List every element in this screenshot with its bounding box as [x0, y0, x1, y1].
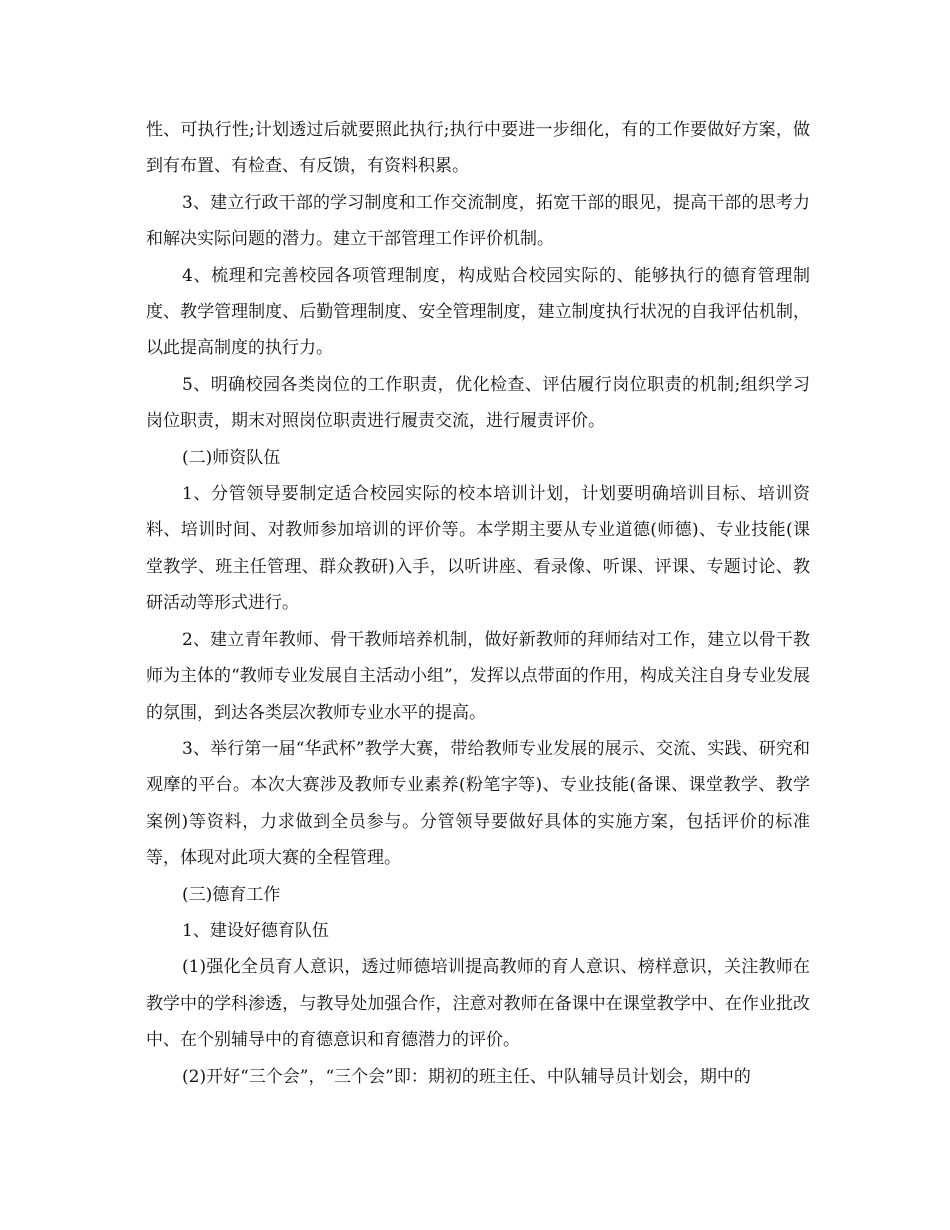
paragraph-job-duties: 5、明确校园各类岗位的工作职责，优化检查、评估履行岗位职责的机制;组织学习岗位职责，期末对照岗位职责进行履责交流，进行履责评价。	[146, 374, 810, 432]
section-heading-moral-education: (三)德育工作	[182, 884, 281, 905]
paragraph-all-staff-education: (1)强化全员育人意识，透过师德培训提高教师的育人意识、榜样意识，关注教师在教学中的学科渗透，与教导处加强合作，注意对教师在备课中在课堂教学中、在作业批改中、在个别辅导中的育德意识和育德潜力的评价。	[146, 957, 810, 1051]
section-heading-teaching-staff: (二)师资队伍	[182, 447, 281, 468]
paragraph-training-plan: 1、分管领导要制定适合校园实际的校本培训计划，计划要明确培训目标、培训资料、培训时间、对教师参加培训的评价等。本学期主要从专业道德(师德)、专业技能(课堂教学、班主任管理、群众教研)入手，以听讲座、看录像、听课、评课、专题讨论、教研活动等形式进行。	[146, 484, 810, 614]
paragraph-management-systems: 4、梳理和完善校园各项管理制度，构成贴合校园实际的、能够执行的德育管理制度、教学管理制度、后勤管理制度、安全管理制度，建立制度执行状况的自我评估机制，以此提高制度的执行力。	[146, 265, 810, 359]
paragraph-continuation: 性、可执行性;计划透过后就要照此执行;执行中要进一步细化，有的工作要做好方案，做到有布置、有检查、有反馈，有资料积累。	[146, 120, 810, 177]
paragraph-teaching-contest: 3、举行第一届“华武杯”教学大赛，带给教师专业发展的展示、交流、实践、研究和观摩的平台。本次大赛涉及教师专业素养(粉笔字等)、专业技能(备课、课堂教学、教学案例)等资料，力求做到全员参与。分管领导要做好具体的实施方案，包括评价的标准等，体现对此项大赛的全程管理。	[146, 738, 810, 869]
paragraph-admin-study-system: 3、建立行政干部的学习制度和工作交流制度，拓宽干部的眼见，提高干部的思考力和解决实际问题的潜力。建立干部管理工作评价机制。	[146, 192, 810, 250]
subheading-moral-team: 1、建设好德育队伍	[182, 920, 329, 941]
document-body	[146, 112, 810, 1095]
paragraph-three-meetings: (2)开好“三个会”，“三个会”即：期初的班主任、中队辅导员计划会，期中的	[182, 1066, 751, 1087]
paragraph-teacher-cultivation: 2、建立青年教师、骨干教师培养机制，做好新教师的拜师结对工作，建立以骨干教师为主体的“教师专业发展自主活动小组”，发挥以点带面的作用，构成关注自身专业发展的氛围，到达各类层次教师专业水平的提高。	[146, 629, 810, 723]
